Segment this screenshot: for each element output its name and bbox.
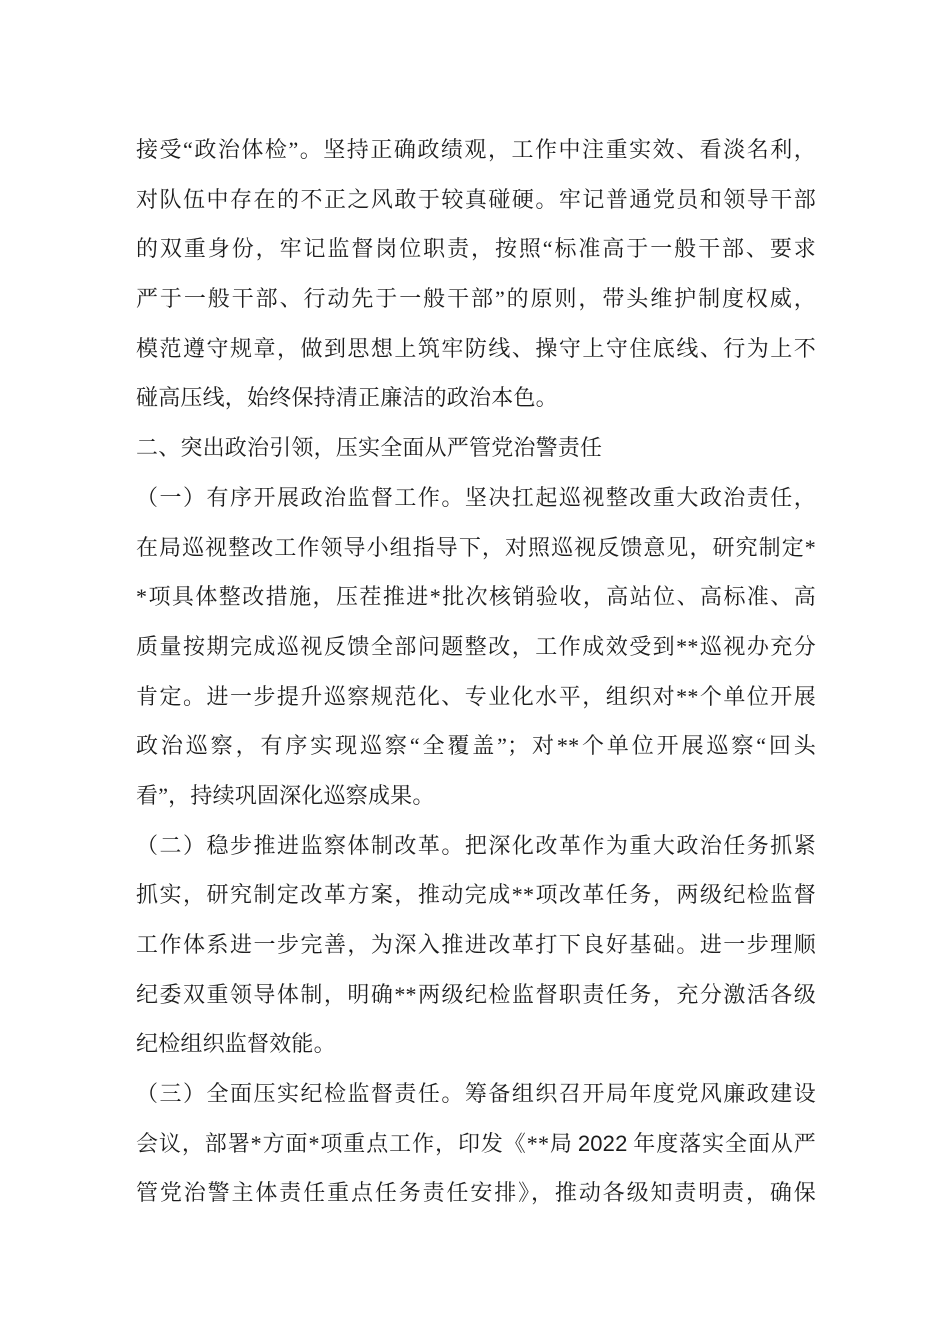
text-line: 政治巡察，有序实现巡察“全覆盖”；对**个单位开展巡察“回头 bbox=[136, 733, 816, 759]
paragraph-end-line: 纪检组织监督效能。 bbox=[136, 1031, 336, 1057]
text-line: 在局巡视整改工作领导小组指导下，对照巡视反馈意见，研究制定* bbox=[136, 534, 816, 560]
subsection-lead-line: （二）稳步推进监察体制改革。把深化改革作为重大政治任务抓紧 bbox=[136, 832, 816, 858]
year-number: 2022 bbox=[577, 1130, 628, 1156]
paragraph-end-line: 碰高压线，始终保持清正廉洁的政治本色。 bbox=[136, 385, 558, 411]
text-segment: 会议，部署*方面*项重点工作，印发《**局 bbox=[136, 1130, 573, 1156]
subsection-lead-line: （一）有序开展政治监督工作。坚决扛起巡视整改重大政治责任， bbox=[136, 484, 816, 510]
text-line: *项具体整改措施，压茬推进*批次核销验收，高站位、高标准、高 bbox=[136, 584, 816, 610]
subsection-lead-line: （三）全面压实纪检监督责任。筹备组织召开局年度党风廉政建设 bbox=[136, 1081, 816, 1107]
paragraph-end-line: 看”，持续巩固深化巡察成果。 bbox=[136, 782, 435, 808]
text-line bbox=[136, 1119, 816, 1169]
text-line: 工作体系进一步完善，为深入推进改革打下良好基础。进一步理顺 bbox=[136, 932, 816, 957]
section-heading: 二、突出政治引领，压实全面从严管党治警责任 bbox=[136, 435, 603, 461]
text-line: 抓实，研究制定改革方案，推动完成**项改革任务，两级纪检监督 bbox=[136, 882, 816, 908]
text-line: 模范遵守规章，做到思想上筑牢防线、操守上守住底线、行为上不 bbox=[136, 335, 816, 361]
text-line: 肯定。进一步提升巡察规范化、专业化水平，组织对**个单位开展 bbox=[136, 683, 816, 709]
text-line: 纪委双重领导体制，明确**两级纪检监督职责任务，充分激活各级 bbox=[136, 981, 816, 1007]
text-line: 接受“政治体检”。坚持正确政绩观，工作中注重实效、看淡名利， bbox=[136, 137, 816, 162]
text-segment: 年度落实全面从严 bbox=[632, 1130, 817, 1156]
document-text-block bbox=[136, 125, 816, 1218]
text-line: 对队伍中存在的不正之风敢于较真碰硬。牢记普通党员和领导干部 bbox=[136, 186, 816, 212]
text-line: 质量按期完成巡视反馈全部问题整改，工作成效受到**巡视办充分 bbox=[136, 633, 816, 659]
text-line: 严于一般干部、行动先于一般干部”的原则，带头维护制度权威， bbox=[136, 286, 816, 312]
text-line: 的双重身份，牢记监督岗位职责，按照“标准高于一般干部、要求 bbox=[136, 236, 816, 262]
text-line: 管党治警主体责任重点任务责任安排》，推动各级知责明责，确保 bbox=[136, 1180, 816, 1206]
